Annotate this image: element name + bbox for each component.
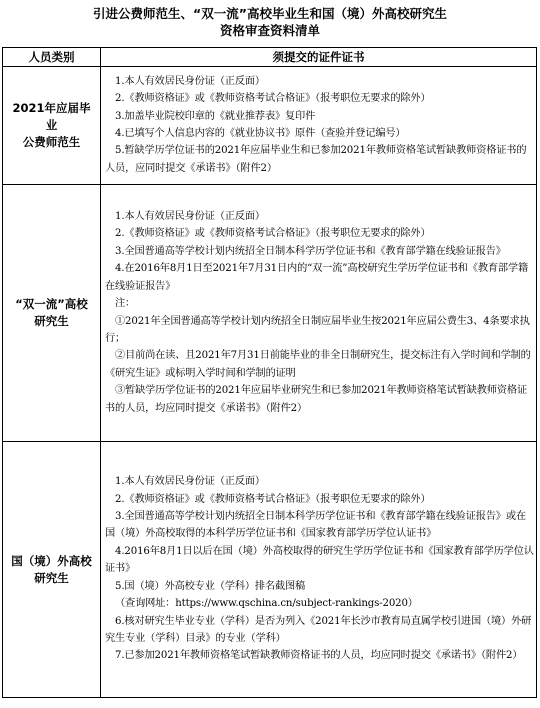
list-item: 2.《教师资格证》或《教师资格考试合格证》（报考职位无要求的除外）: [115, 228, 431, 240]
list-item: 5.国（境）外高校专业（学科）排名截图稿: [115, 580, 306, 592]
list-item: 1.本人有效居民身份证（正反面）: [115, 211, 265, 223]
note-item: ①2021年全国普通高等学校计划内统招全日制应届毕业生按2021年应届公费生3、4条要求执行；: [105, 315, 530, 344]
category-line: 公费师范生: [22, 135, 81, 149]
header-category: 人员类别: [3, 48, 101, 67]
list-item: 3.全国普通高等学校计划内统招全日制本科学历学位证书和《教育部学籍在线验证报告》或在国（境）外高校取得的本科学历学位证书和《国家教育部学历学位认证书》: [105, 511, 526, 540]
list-item: 2.《教师资格证》或《教师资格考试合格证》（报考职位无要求的除外）: [115, 93, 431, 105]
list-item: 7.已参加2021年教师资格笔试暂缺教师资格证书的人员，均应同时提交《承诺书》（附件2）: [115, 650, 523, 662]
table-row: [3, 67, 537, 185]
title-line-2: 资格审查资料清单: [219, 23, 320, 38]
list-item: 1.本人有效居民身份证（正反面）: [115, 75, 265, 87]
category-line: 国（境）外高校: [11, 553, 92, 568]
list-item: 1.本人有效居民身份证（正反面）: [115, 476, 265, 488]
list-item: 3.加盖毕业院校印章的《就业推荐表》复印件: [115, 110, 316, 122]
note-item: ②目前尚在读、且2021年7月31日前能毕业的非全日制研究生，提交标注有入学时间和学制的《研究生证》或标明入学时间和学制的证明: [105, 350, 531, 379]
category-cell: [3, 185, 101, 442]
table-header-row: [3, 48, 537, 67]
list-item: 4.在2016年8月1日至2021年7月31日内的“双一流”高校研究生学历学位证书和《教育部学籍在线验证报告》: [105, 263, 529, 292]
documents-cell: [101, 442, 537, 698]
list-item: 4.2016年8月1日以后在国（境）外高校取得的研究生学历学位证书和《国家教育部学历学位认证书》: [105, 545, 534, 575]
query-url: （查询网址：https://www.qschina.cn/subject-rankings-2020）: [115, 598, 418, 610]
note-item: ③暂缺学历学位证书的2021年应届毕业研究生和已参加2021年教师资格笔试暂缺教师资格证书的人员，均应同时提交《承诺书》（附件2）: [105, 385, 527, 414]
list-item: 6.核对研究生毕业专业（学科）是否为列入《2021年长沙市教育局直属学校引进国（境）外研究生专业（学科）目录》的专业（学科）: [105, 615, 532, 644]
header-documents: 须提交的证件证书: [101, 48, 537, 67]
category-cell: [3, 442, 101, 698]
table-row: [3, 185, 537, 442]
list-item: 5.暂缺学历学位证书的2021年应届毕业生和已参加2021年教师资格笔试暂缺教师资格证书的人员，应同时提交《承诺书》（附件2）: [105, 145, 527, 174]
document-title: [0, 0, 540, 46]
list-item: 3.全国普通高等学校计划内统招全日制本科学历学位证书和《教育部学籍在线验证报告》: [115, 245, 506, 257]
table-row: [3, 442, 537, 698]
note-label: 注：: [115, 298, 136, 310]
category-cell: [3, 67, 101, 185]
category-line: “双一流”高校: [15, 297, 88, 311]
list-item: 2.《教师资格证》或《教师资格考试合格证》（报考职位无要求的除外）: [115, 493, 431, 505]
category-line: 2021年应届毕业: [12, 101, 91, 132]
checklist-table: [2, 47, 537, 698]
category-line: 研究生: [34, 570, 69, 585]
documents-cell: [101, 185, 537, 442]
documents-cell: [101, 67, 537, 185]
category-line: 研究生: [34, 314, 69, 328]
title-line-1: 引进公费师范生、“双一流”高校毕业生和国（境）外高校研究生: [93, 6, 447, 21]
list-item: 4.已填写个人信息内容的《就业协议书》原件（查验并登记编号）: [115, 128, 406, 139]
